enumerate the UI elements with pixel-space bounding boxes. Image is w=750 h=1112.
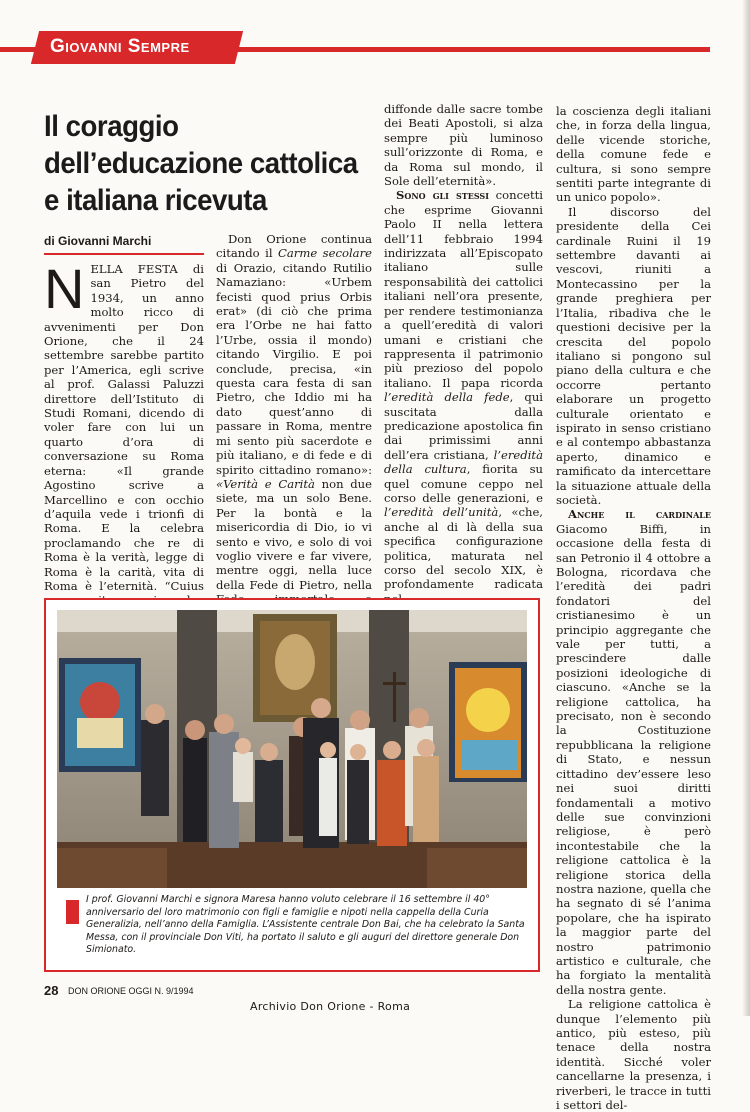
paragraph: Don Orione continua citando il Carme secolare di Orazio, citando Rutilio Namaziano: «Urbem fecisti quod prius Orbis erat» (di ciò che prima era l’Orbe ne hai fatto l’Urbe, ossia il mondo) citando Virgilio. E poi conclude, precisa, «in questa cara festa di san Pietro, che Iddio mi ha dato quest’anno di passare in Roma, mentre mi sento più sacerdote e più italiano, e di fede e di spirito cittadino romano»: «Verità e Carità non due siete, ma un solo Bene. Per la bontà e la misericordia di Dio, io vi sento e vivo, e solo di voi voglio vivere e far vivere, mentre oggi, nella luce della Fede di Pietro, nella: [216, 232, 372, 592]
title-line: Il coraggio: [44, 110, 179, 143]
paragraph: Anche il cardinale Giacomo Biffi, in occasione della festa di san Petronio il 4 ottobre a Bologna, ricordava che l’eredità dei padri fondatori del cristianesimo è un principio aggregante che vale per tutti, a prescindere dalle posizioni ideologiche di ciascuno. «Anche se la religione cattolica, ha precisato, non è secondo la Costituzione repubblicana la religione di Stato, e nessun cittadino dev’essere leso nei suoi diritti fondamentali a motivo delle sue convinzioni religiose, è però incontestabile che la religione cattolica è la religione storica della nostra nazione, quella che ha segnato di sé l’anima popolare, che ha ispirato la maggior parte del nostro patrimonio artistico e culturale, che ha forgiato la mentalità della nostra gente.: [556, 507, 711, 997]
archive-note: Archivio Don Orione - Roma: [250, 1000, 411, 1013]
article-column-1: [44, 257, 204, 637]
page-number: 28: [44, 983, 59, 998]
caption-marker: [66, 900, 79, 924]
paragraph: NELLA FESTA di san Pietro del 1934, un anno molto ricco di avvenimenti per Don Orione, che il 24 settembre sarebbe partito per l’America, egli scrive al prof. Galassi Paluzzi direttore dell’Istituto di Studi Romani, dicendo di voler fare con lui un quarto d’ora di conversazione su Roma eterna: «Il grande Agostino scrive a Marcellino e con occhio d’aquila vede i trionfi di Roma. E la celebra proclamando che re di Roma è la verità, legge di Roma è la carità, vita di Roma è l’eternità. “Cuius: [44, 257, 204, 593]
byline: di Giovanni Marchi: [44, 234, 152, 248]
page-edge-shadow: [742, 0, 750, 1016]
paragraph: Il discorso del presidente della Cei cardinale Ruini il 19 settembre davanti ai vescovi, riuniti a Montecassino per la grande preghiera per l’Italia, ribadiva che le questioni decisive per la crescita del popolo italiano si pongono sul piano della cultura e che occorre pertanto elaborare un progetto culturale orientato e ispirato in senso cristiano e al contempo abbastanza aperto, dinamico e ramificato da intercettare la situazione attuale della società.: [556, 204, 711, 507]
group-photo: [57, 610, 527, 888]
article-column-3: [384, 102, 543, 606]
photo-caption-box: [66, 894, 530, 964]
article-title: [44, 108, 358, 219]
article-column-4: [556, 104, 711, 1112]
group-photo-illustration: [57, 610, 527, 888]
title-line: dell’educazione cattolica: [44, 147, 358, 180]
paragraph: la coscienza degli italiani che, in forza della lingua, delle vicende storiche, della comune fede e cultura, si sono sempre sentiti parte integrante di un unico popolo».: [556, 104, 711, 205]
paragraph: diffonde dalle sacre tombe dei Beati Apostoli, si alza sempre più luminoso sull’orizzonte di Roma, e da Roma sul mondo, il Sole dell’eternità».: [384, 102, 543, 189]
photo-caption: I prof. Giovanni Marchi e signora Maresa hanno voluto celebrare il 16 settembre il 40° anniversario del loro matrimonio con figli e famiglie e nipoti nella cappella della Curia Generalizia, nell’anno della Famiglia. L’Assistente centrale Don Bai, che ha celebrato la Santa Messa, con il provinciale Don Viti, ha portato il saluto e gli auguri del direttore generale Don Simionato.: [86, 894, 525, 956]
paragraph: La religione cattolica è dunque l’elemento più antico, più esteso, più tenace della nostra identità. Sicché voler cancellarne la presenza, i riverberi, le tracce in tutti i settori del-: [556, 997, 711, 1112]
lead-in: Anche il cardinale: [568, 507, 711, 522]
publication-line: DON ORIONE OGGI N. 9/1994: [68, 986, 194, 996]
lead-in: Sono gli stessi: [396, 188, 489, 203]
drop-cap: N: [44, 257, 85, 320]
lead-in: ELLA FESTA: [90, 262, 178, 276]
section-tag: Giovanni Sempre: [50, 36, 190, 57]
title-line: e italiana ricevuta: [44, 184, 267, 217]
paragraph: Sono gli stessi concetti che esprime Giovanni Paolo II nella lettera dell’11 febbraio 1994 indirizzata all’Episcopato italiano sulle responsabilità dei cattolici italiani nell’ora presente, per rendere testimonianza a quell’eredità di valori umani e cristiani che rappresenta il patrimonio più prezioso del popolo italiano. Il papa ricorda l’eredità della fede, qui suscitata dalla predicazione apostolica fin dai primissimi anni dell’era cristiana, l’eredità della cultura, fiorita su quel comune ceppo nel corso delle generazioni, e l’eredità dell’unità, «che, anche al di là della sua specifica configurazione politica, maturata nel corso del secolo XIX, è profondamente radicata: [384, 188, 544, 592]
byline-rule: [44, 253, 204, 255]
article-column-2: [216, 232, 372, 621]
